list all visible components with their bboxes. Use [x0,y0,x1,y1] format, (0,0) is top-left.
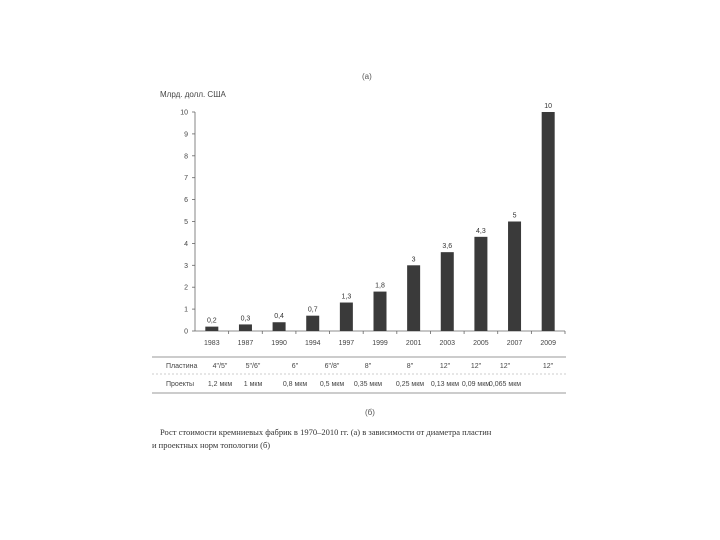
table-cell: 0,35 мкм [353,381,383,388]
table-row-label: Пластина [166,363,198,370]
table-cell: 0,09 мкм [461,381,491,388]
value-label: 1,3 [341,293,352,301]
y-tick-label: 6 [184,197,188,205]
table-cell: 12" [499,363,511,370]
x-tick-label: 1987 [237,340,254,347]
value-label: 10 [544,103,553,110]
y-tick-label: 0 [184,328,188,336]
y-tick-label: 2 [184,284,188,292]
table-cell: 5"/6" [245,363,261,370]
panel-b-label: (б) [365,408,375,417]
figure-caption-line-2: и проектных норм топологии (б) [152,440,271,450]
table-cell: 8" [364,363,372,370]
x-tick-label: 2001 [405,340,422,347]
table-cell: 0,13 мкм [430,381,460,388]
value-label: 0,3 [240,315,251,323]
figure-caption-line-1: Рост стоимости кремниевых фабрик в 1970–2010 гг. (а) в зависимости от диаметра пластин [160,427,492,437]
x-tick-label: 2003 [439,340,456,347]
x-tick-label: 1990 [271,340,287,347]
y-tick-label: 8 [184,153,188,161]
x-tick-label: 1994 [304,340,321,347]
table-cell: 12" [542,363,554,370]
x-tick-label: 1983 [204,340,220,347]
x-tick-label: 2005 [473,340,489,347]
table-cell: 12" [470,363,482,370]
value-label: 1,8 [375,282,385,290]
table-cell: 4"/5" [212,363,228,370]
table-cell: 6" [291,363,299,370]
y-tick-label: 1 [184,306,188,314]
y-tick-label: 5 [184,219,188,226]
table-cell: 0,5 мкм [319,381,345,388]
table-cell: 0,25 мкм [395,381,425,388]
panel-a-label: (а) [362,72,372,81]
y-tick-label: 7 [184,175,188,183]
table-cell: 12" [439,363,451,370]
value-label: 0,2 [206,317,217,325]
table-cell: 1,2 мкм [207,381,233,388]
value-label: 0,4 [274,313,284,321]
y-tick-label: 10 [180,109,188,117]
x-tick-label: 2009 [540,340,556,347]
table-cell: 1 мкм [243,381,263,388]
table-rows [166,363,554,388]
value-label: 0,7 [307,306,318,314]
y-axis-label: Млрд. долл. США [160,90,226,99]
x-tick-label: 1997 [338,340,355,347]
table-cell: 0,065 мкм [488,381,522,388]
value-label: 5 [512,212,517,220]
y-tick-label: 9 [184,131,188,139]
table-row-label: Проекты [166,381,195,388]
value-label: 3,6 [442,243,453,251]
value-label: 4,3 [476,227,486,235]
value-label: 3 [411,256,416,264]
y-tick-label: 4 [184,240,188,248]
x-tick-label: 2007 [506,340,523,347]
table-cell: 0,8 мкм [282,381,308,388]
table-cell: 8" [406,363,414,370]
x-tick-label: 1999 [372,340,388,347]
table-cell: 6"/8" [324,363,340,370]
y-tick-label: 3 [184,262,188,270]
